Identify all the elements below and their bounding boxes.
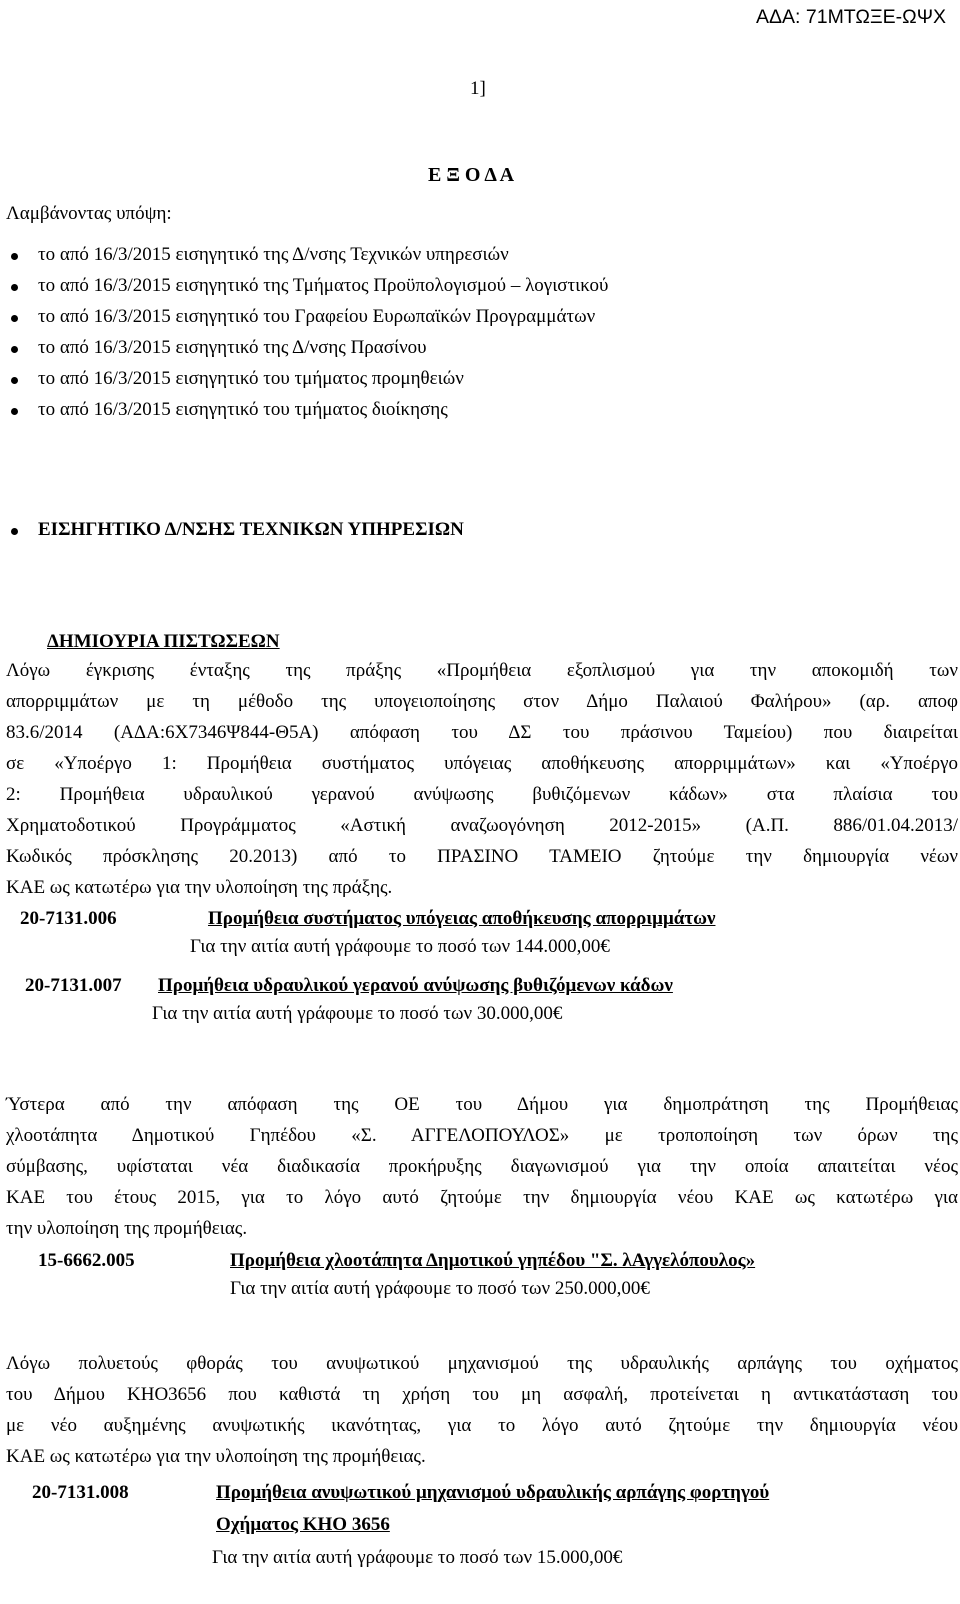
budget-code: 15-6662.005 — [38, 1250, 135, 1271]
budget-title: Προμήθεια υδραυλικού γερανού ανύψωσης βυθιζόμενων κάδων — [158, 975, 673, 996]
budget-code: 20-7131.006 — [20, 908, 117, 929]
budget-title: Προμήθεια συστήματος υπόγειας αποθήκευσης απορριμμάτων — [208, 908, 716, 929]
paragraph-line: Κωδικός πρόσκλησης 20.2013) από το ΠΡΑΣΙΝΟ ΤΑΜΕΙΟ ζητούμε την δημιουργία νέων — [6, 846, 958, 867]
budget-amount: Για την αιτία αυτή γράφουμε το ποσό των 15.000,00€ — [212, 1547, 623, 1568]
paragraph-line: Χρηματοδοτικού Προγράμματος «Αστική αναζωογόνηση 2012-2015» (Α.Π. 886/01.04.2013/ — [6, 815, 958, 836]
paragraph-line: ΚΑΕ ως κατωτέρω για την υλοποίηση της πράξης. — [6, 877, 393, 898]
paragraph-line: 2: Προμήθεια υδραυλικού γερανού ανύψωσης βυθιζόμενων κάδων» στα πλαίσια του — [6, 784, 958, 805]
paragraph-line: Λόγω έγκρισης ένταξης της πράξης «Προμήθεια εξοπλισμού για την αποκομιδή των — [6, 660, 958, 681]
item-number: 1] — [470, 78, 486, 99]
paragraph-line: σε «Υποέργο 1: Προμήθεια συστήματος υπόγειας αποθήκευσης απορριμμάτων» και «Υποέργο — [6, 753, 958, 774]
bullet-icon — [11, 528, 18, 535]
paragraph-line: χλοοτάπητα Δημοτικού Γηπέδου «Σ. ΑΓΓΕΛΟΠΟΥΛΟΣ» με τροποποίηση των όρων της — [6, 1125, 958, 1146]
bullet-icon — [11, 315, 18, 322]
paragraph-line: ΚΑΕ του έτους 2015, για το λόγο αυτό ζητούμε την δημιουργία νέου ΚΑΕ ως κατωτέρω για — [6, 1187, 958, 1208]
bullet-icon — [11, 377, 18, 384]
paragraph-line: σύμβασης, υφίσταται νέα διαδικασία προκήρυξης διαγωνισμού για την οποία απαιτείται νέος — [6, 1156, 958, 1177]
section-subtitle: ΔΗΜΙΟΥΡΙΑ ΠΙΣΤΩΣΕΩΝ — [47, 631, 280, 652]
paragraph-line: απορριμμάτων με τη μέθοδο της υπογειοποίησης στον Δήμο Παλαιού Φαλήρου» (αρ. αποφ — [6, 691, 958, 712]
budget-amount: Για την αιτία αυτή γράφουμε το ποσό των 250.000,00€ — [230, 1278, 650, 1299]
list-item: το από 16/3/2015 εισηγητικό της Τμήματος Προϋπολογισμού – λογιστικού — [38, 275, 609, 296]
list-item: το από 16/3/2015 εισηγητικό του τμήματος προμηθειών — [38, 368, 464, 389]
bullet-icon — [11, 284, 18, 291]
budget-code: 20-7131.008 — [32, 1482, 129, 1503]
section-heading: ΕΙΣΗΓΗΤΙΚΟ Δ/ΝΣΗΣ ΤΕΧΝΙΚΩΝ ΥΠΗΡΕΣΙΩΝ — [38, 519, 464, 540]
ada-code: ΑΔΑ: 71ΜΤΩΞΕ-ΩΨΧ — [756, 6, 946, 28]
budget-title-continued: Οχήματος ΚΗΟ 3656 — [216, 1514, 390, 1535]
intro-text: Λαμβάνοντας υπόψη: — [6, 203, 172, 224]
paragraph-line: 83.6/2014 (ΑΔΑ:6Χ7346Ψ844-Θ5Α) απόφαση του ΔΣ του πράσινου Ταμείου) που διαιρείται — [6, 722, 958, 743]
bullet-icon — [11, 408, 18, 415]
list-item: το από 16/3/2015 εισηγητικό της Δ/νσης Πρασίνου — [38, 337, 427, 358]
budget-title: Προμήθεια χλοοτάπητα Δημοτικού γηπέδου "Σ. λΑγγελόπουλος» — [230, 1250, 756, 1271]
budget-amount: Για την αιτία αυτή γράφουμε το ποσό των 30.000,00€ — [152, 1003, 563, 1024]
list-item: το από 16/3/2015 εισηγητικό του τμήματος διοίκησης — [38, 399, 448, 420]
list-item: το από 16/3/2015 εισηγητικό του Γραφείου Ευρωπαϊκών Προγραμμάτων — [38, 306, 596, 327]
bullet-icon — [11, 253, 18, 260]
paragraph-line: Λόγω πολυετούς φθοράς του ανυψωτικού μηχανισμού της υδραυλικής αρπάγης του οχήματος — [6, 1353, 958, 1374]
budget-amount: Για την αιτία αυτή γράφουμε το ποσό των 144.000,00€ — [190, 936, 610, 957]
list-item: το από 16/3/2015 εισηγητικό της Δ/νσης Τεχνικών υπηρεσιών — [38, 244, 509, 265]
paragraph-line: του Δήμου ΚΗΟ3656 που καθιστά τη χρήση του μη ασφαλή, προτείνεται η αντικατάσταση του — [6, 1384, 958, 1405]
bullet-icon — [11, 346, 18, 353]
document-title: Ε Ξ Ο Δ Α — [428, 164, 515, 186]
paragraph-line: Ύστερα από την απόφαση της ΟΕ του Δήμου για δημοπράτηση της Προμήθειας — [6, 1094, 958, 1115]
budget-title: Προμήθεια ανυψωτικού μηχανισμού υδραυλικής αρπάγης φορτηγού — [216, 1482, 770, 1503]
budget-code: 20-7131.007 — [25, 975, 122, 996]
paragraph-line: την υλοποίηση της προμήθειας. — [6, 1218, 248, 1239]
paragraph-line: ΚΑΕ ως κατωτέρω για την υλοποίηση της προμήθειας. — [6, 1446, 426, 1467]
paragraph-line: με νέο αυξημένης ανυψωτικής ικανότητας, για το λόγο αυτό ζητούμε την δημιουργία νέου — [6, 1415, 958, 1436]
